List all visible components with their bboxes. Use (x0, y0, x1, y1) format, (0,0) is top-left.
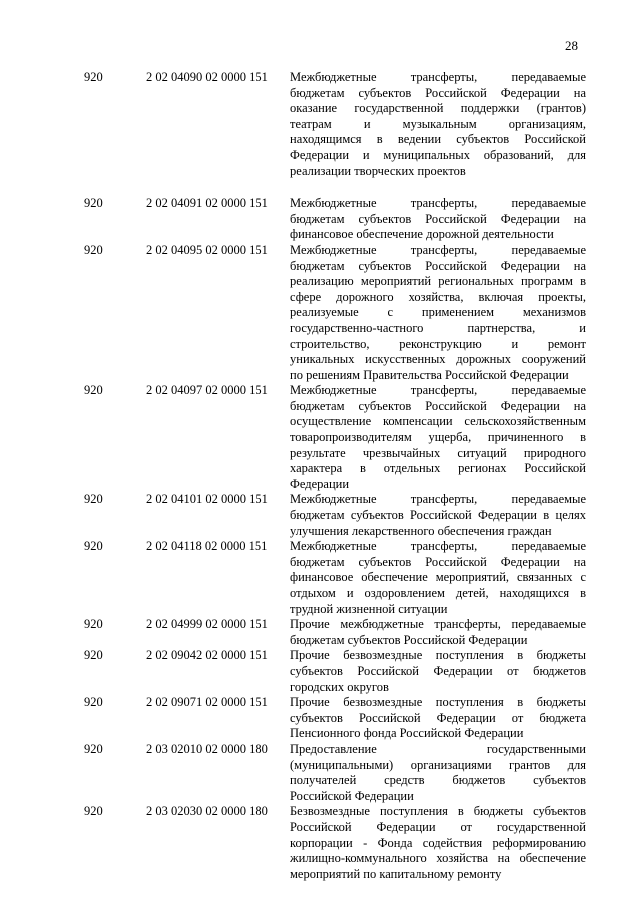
description-line: государственно-частного партнерства, и (290, 320, 586, 335)
description-line: театрам и музыкальным организациям, (290, 116, 586, 131)
description-line: Межбюджетные трансферты, передаваемые (290, 242, 586, 257)
administrator-code: 920 (84, 695, 103, 710)
table-row (0, 695, 640, 742)
revenue-description (290, 695, 586, 742)
description-line: финансовое обеспечение дорожной деятельности (290, 227, 554, 242)
description-line: (муниципальными) организациями грантов для (290, 757, 586, 772)
description-line: городских округов (290, 679, 389, 694)
table-row (0, 617, 640, 648)
description-line: Предоставление государственными (290, 741, 586, 756)
description-line: субъектов Российской Федерации от бюджета (290, 710, 586, 725)
administrator-code: 920 (84, 804, 103, 819)
budget-classification-code: 2 02 04090 02 0000 151 (146, 70, 268, 84)
description-line: товаропроизводителям ущерба, причиненного в (290, 430, 586, 445)
description-line: финансовое обеспечение мероприятий, связанных с (290, 570, 586, 585)
description-line: Российской Федерации от государственной (290, 819, 586, 834)
description-line: сфере дорожного хозяйства, включая проекты, (290, 289, 586, 304)
budget-classification-code: 2 02 04091 02 0000 151 (146, 196, 268, 211)
description-line: мероприятий по капитальному ремонту (290, 866, 502, 881)
administrator-code: 920 (84, 648, 103, 663)
table-row (0, 70, 640, 179)
budget-classification-code: 2 02 09071 02 0000 151 (146, 695, 268, 710)
revenue-description (290, 742, 586, 804)
description-line: бюджетам субъектов Российской Федерации (290, 632, 528, 647)
revenue-description (290, 383, 586, 492)
description-line: находящимся в ведении субъектов Российской (290, 132, 586, 147)
description-line: бюджетам субъектов Российской Федерации на (290, 211, 586, 226)
table-row (0, 383, 640, 492)
budget-classification-code: 2 02 09042 02 0000 151 (146, 648, 268, 663)
budget-classification-code: 2 03 02010 02 0000 180 (146, 741, 268, 756)
budget-classification-code: 2 02 04097 02 0000 151 (146, 383, 268, 398)
table-row (0, 804, 640, 882)
description-line: Пенсионного фонда Российской Федерации (290, 726, 524, 741)
description-line: строительство, реконструкцию и ремонт (290, 336, 586, 351)
description-line: Прочие безвозмездные поступления в бюджеты (290, 695, 586, 710)
budget-classification-code: 2 02 04095 02 0000 151 (146, 242, 268, 257)
description-line: Прочие межбюджетные трансферты, передаваемые (290, 617, 586, 632)
description-line: Межбюджетные трансферты, передаваемые (290, 196, 586, 211)
administrator-code: 920 (84, 741, 103, 756)
administrator-code: 920 (84, 617, 103, 632)
revenue-description (290, 492, 586, 539)
revenue-description (290, 539, 586, 617)
administrator-code: 920 (84, 539, 103, 554)
administrator-code: 920 (84, 383, 103, 398)
description-line: осуществление компенсации сельскохозяйственным (290, 414, 586, 429)
description-line: бюджетам субъектов Российской Федерации на (290, 554, 586, 569)
description-line: Межбюджетные трансферты, передаваемые (290, 383, 586, 398)
description-line: Федерации и муниципальных образований, для (290, 147, 586, 162)
description-line: результате чрезвычайных ситуаций природного (290, 445, 586, 460)
description-line: Федерации (290, 476, 350, 491)
table-row (0, 742, 640, 804)
revenue-description (290, 70, 586, 179)
description-line: трудной жизненной ситуации (290, 601, 448, 616)
description-line: уникальных искусственных дорожных сооружений (290, 352, 586, 367)
revenue-description (290, 648, 586, 695)
description-line: жилищно-коммунального хозяйства на обеспечение (290, 851, 586, 866)
table-row (0, 243, 640, 383)
description-line: бюджетам субъектов Российской Федерации на (290, 398, 586, 413)
table-row (0, 648, 640, 695)
administrator-code: 920 (84, 70, 103, 84)
description-line: по решениям Правительства Российской Федерации (290, 367, 569, 382)
description-line: получателей средств бюджетов субъектов (290, 773, 586, 788)
revenue-description (290, 196, 586, 243)
budget-classification-code: 2 02 04101 02 0000 151 (146, 492, 268, 507)
description-line: бюджетам субъектов Российской Федерации в целях (290, 508, 586, 523)
description-line: Межбюджетные трансферты, передаваемые (290, 539, 586, 554)
budget-classification-code: 2 02 04118 02 0000 151 (146, 539, 268, 554)
budget-classification-code: 2 03 02030 02 0000 180 (146, 804, 268, 819)
revenue-description (290, 243, 586, 383)
table-row (0, 196, 640, 243)
description-line: реализации творческих проектов (290, 163, 466, 178)
description-line: отдыхом и оздоровлением детей, находящихся в (290, 586, 586, 600)
description-line: Безвозмездные поступления в бюджеты субъектов (290, 804, 586, 819)
administrator-code: 920 (84, 242, 103, 257)
description-line: улучшения лекарственного обеспечения граждан (290, 523, 552, 538)
description-line: реализуемые с применением механизмов (290, 305, 586, 320)
administrator-code: 920 (84, 196, 103, 211)
page-number: 28 (565, 38, 578, 53)
description-line: бюджетам субъектов Российской Федерации на (290, 85, 586, 100)
description-line: Межбюджетные трансферты, передаваемые (290, 492, 586, 507)
description-line: оказание государственной поддержки (грантов) (290, 101, 586, 116)
description-line: субъектов Российской Федерации от бюджетов (290, 663, 586, 678)
budget-code-table (0, 70, 640, 882)
description-line: корпорации - Фонда содействия реформированию (290, 835, 586, 850)
description-line: характера в отдельных регионах Российской (290, 461, 586, 476)
description-line: бюджетам субъектов Российской Федерации на (290, 258, 586, 273)
description-line: Межбюджетные трансферты, передаваемые (290, 70, 586, 84)
revenue-description (290, 617, 586, 648)
table-row (0, 539, 640, 617)
budget-classification-code: 2 02 04999 02 0000 151 (146, 617, 268, 632)
description-line: Прочие безвозмездные поступления в бюджеты (290, 648, 586, 663)
administrator-code: 920 (84, 492, 103, 507)
description-line: реализацию мероприятий региональных программ в (290, 274, 586, 289)
table-row (0, 492, 640, 539)
description-line: Российской Федерации (290, 788, 414, 803)
revenue-description (290, 804, 586, 882)
